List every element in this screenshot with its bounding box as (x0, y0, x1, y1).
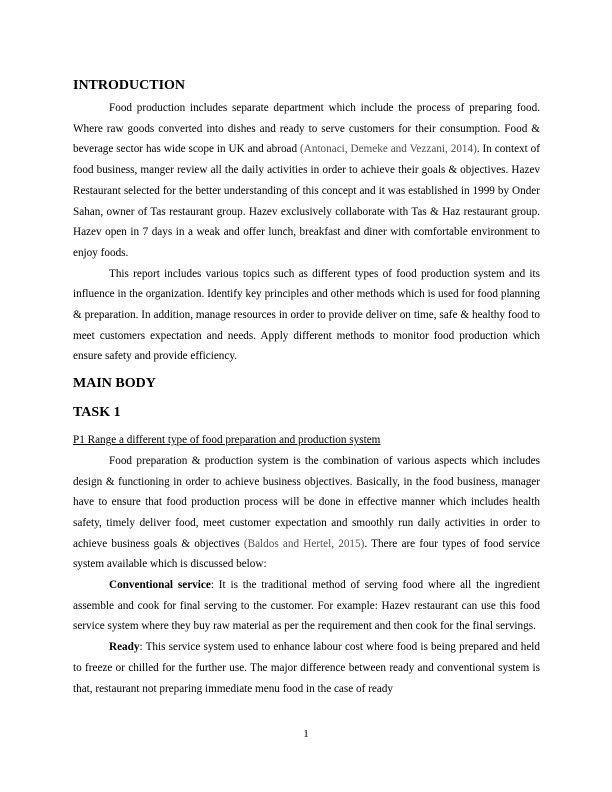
page-number: 1 (303, 728, 309, 740)
intro-paragraph-1-text-b: . In context of food business, manger review all the daily activities in order to achieve their goals & objectives. Hazev Restaurant selected for the better understanding of this concept and it was established in 1999 by Onder Sahan, owner of Tas restaurant group. Hazev exclusively collaborate with Tas & Haz restaurant group. Hazev open in 7 days in a weak and offer lunch, breakfast and diner with comfortable environment to enjoy foods. (73, 143, 540, 259)
ready-service-term: Ready (109, 641, 140, 654)
intro-paragraph-1-text-a: Food production includes separate department which include the process of preparing food. Where raw goods converted into dishes and ready to serve customers for their consumption. Food & beverage sector has wide scope in UK and abroad (73, 102, 540, 156)
main-paragraph-1 (73, 451, 540, 575)
main-paragraph-1-text-a: Food preparation & production system is the combination of various aspects which includes design & functioning in order to achieve business objectives. Basically, in the food business, manager have to ensure that food production process will be done in effective manner which includes health safety, timely deliver food, meet customer expectation and smoothly run daily activities in order to achieve business goals & objectives (73, 454, 540, 550)
conventional-service-term: Conventional service (109, 579, 211, 592)
ready-service-paragraph (73, 637, 540, 699)
document-page (73, 76, 540, 699)
main-citation: (Baldos and Hertel, 2015) (243, 537, 365, 550)
intro-paragraph-1 (73, 98, 540, 264)
introduction-heading: INTRODUCTION (73, 78, 186, 93)
conventional-service-paragraph (73, 575, 540, 637)
task-1-heading: TASK 1 (73, 405, 121, 421)
ready-service-text: : This service system used to enhance labour cost where food is being prepared and held to freeze or chilled for the further use. The major difference between ready and conventional system is that, restaurant not preparing immediate menu food in the case of ready (73, 641, 540, 695)
intro-paragraph-2: This report includes various topics such as different types of food production system and its influence in the organization. Identify key principles and other methods which is used for food planning & preparation. In addition, manage resources in order to provide deliver on time, safe & healthy food to meet customers expectation and needs. Apply different methods to monitor food production which ensure safety and provide efficiency. (73, 267, 540, 363)
conventional-service-text: : It is the traditional method of serving food where all the ingredient assemble and cook for final serving to the customer. For example: Hazev restaurant can use this food service system where they buy raw material as per the requirement and then cook for the final servings. (73, 579, 540, 633)
p1-subheading: P1 Range a different type of food preparation and production system (73, 434, 381, 447)
main-body-heading: MAIN BODY (73, 376, 156, 392)
intro-citation: (Antonaci, Demeke and Vezzani, 2014) (300, 143, 477, 156)
main-paragraph-1-text-b: . There are four types of food service system available which is discussed below: (73, 537, 541, 571)
